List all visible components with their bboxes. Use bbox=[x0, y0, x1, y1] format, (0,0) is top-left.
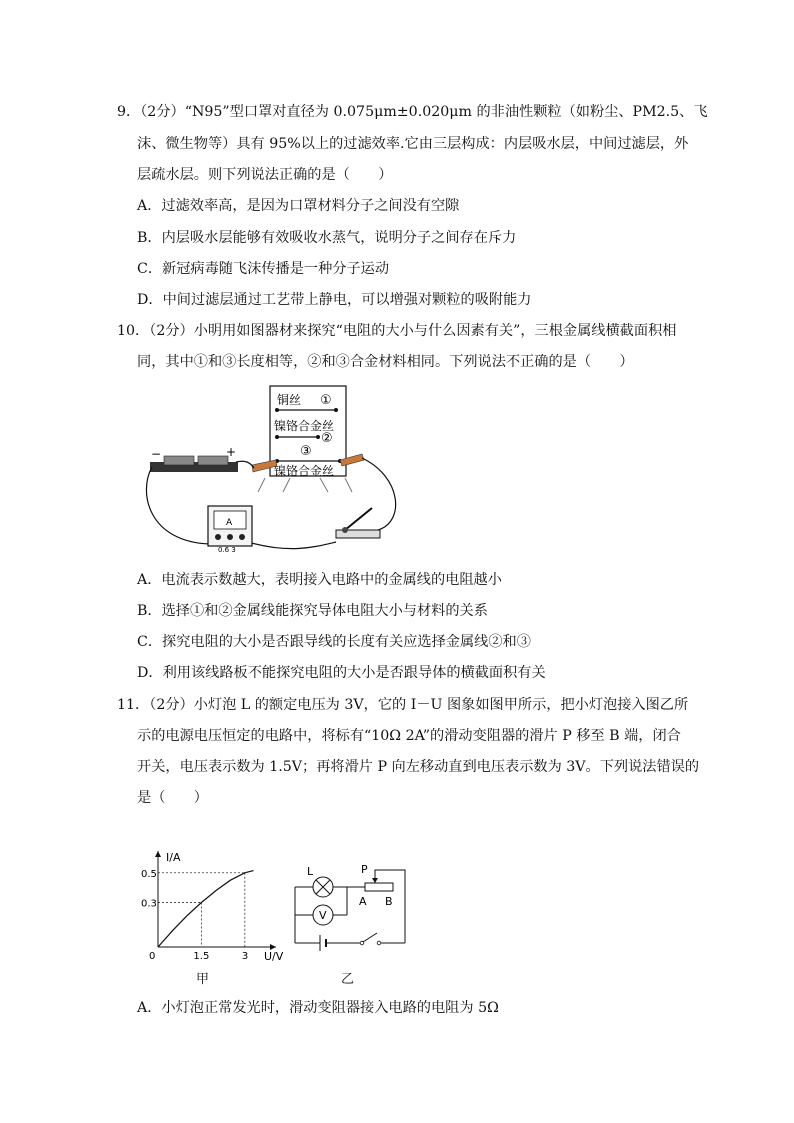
q10-option-a[interactable]: A．电流表示数越大，表明接入电路中的金属线的电阻越小 bbox=[137, 572, 502, 588]
lead-ammeter-to-switch bbox=[248, 542, 336, 549]
battery-plus: + bbox=[226, 445, 237, 459]
x-tick-label: 1.5 bbox=[193, 951, 210, 962]
q10-option-d[interactable]: D．利用该线路板不能探究电阻的大小是否跟导体的横截面积有关 bbox=[137, 665, 546, 681]
wire3-label: 镍铬合金丝 bbox=[274, 464, 335, 478]
y-axis-label: I/A bbox=[166, 851, 181, 864]
q10-option-b[interactable]: B．选择①和②金属线能探究导体电阻大小与材料的关系 bbox=[137, 603, 488, 619]
q11-stem-line-2: 示的电源电压恒定的电路中，将标有“10Ω 2A”的滑动变阻器的滑片 P 移至 B 端，闭合 bbox=[137, 728, 681, 744]
graph-caption: 甲 bbox=[196, 972, 210, 987]
q9-option-a[interactable]: A．过滤效率高，是因为口罩材料分子之间没有空隙 bbox=[137, 198, 460, 214]
q9-option-d[interactable]: D．中间过滤层通过工艺带上静电，可以增强对颗粒的吸附能力 bbox=[137, 292, 532, 308]
slider-label: P bbox=[361, 863, 368, 876]
q11-circuit-figure bbox=[285, 855, 415, 960]
battery-cell bbox=[164, 456, 194, 465]
circuit-caption: 乙 bbox=[341, 972, 355, 987]
y-axis-arrow bbox=[155, 851, 161, 857]
rheostat bbox=[365, 883, 393, 891]
iu-graph bbox=[140, 850, 285, 970]
battery-cell bbox=[198, 456, 228, 465]
ammeter-letter: A bbox=[226, 518, 233, 528]
q9-stem-line-3: 层疏水层。则下列说法正确的是（ ） bbox=[137, 167, 393, 183]
lamp-label: L bbox=[307, 865, 314, 878]
rheostat-end-a: A bbox=[359, 895, 367, 908]
lead-battery-to-board bbox=[236, 461, 254, 468]
q11-stem-line-3: 开关，电压表示数为 1.5V；再将滑片 P 向左移动直到电压表示数为 3V。下列说法错误的 bbox=[137, 759, 700, 775]
wire2-label: 镍铬合金丝 bbox=[274, 419, 335, 433]
q10-option-c[interactable]: C．探究电阻的大小是否跟导线的长度有关应选择金属线②和③ bbox=[137, 634, 531, 650]
lead-battery-to-ammeter bbox=[146, 467, 210, 544]
q11-option-a[interactable]: A．小灯泡正常发光时，滑动变阻器接入电路的电阻为 5Ω bbox=[137, 1000, 499, 1016]
ammeter-range: 0.6 3 bbox=[218, 546, 236, 554]
q9-stem-line-1: 9．（2分）“N95”型口罩对直径为 0.075μm±0.020μm 的非油性颗粒（如粉尘、PM2.5、飞 bbox=[117, 104, 708, 120]
switch-lever bbox=[345, 508, 372, 530]
q10-stem-line-2: 同，其中①和③长度相等，②和③合金材料相同。下列说法不正确的是（ ） bbox=[137, 354, 634, 370]
q9-stem-line-2: 沫、微生物等）具有 95%以上的过滤效率.它由三层构成：内层吸水层，中间过滤层，外 bbox=[137, 136, 689, 152]
q9-option-b[interactable]: B．内层吸水层能够有效吸收水蒸气，说明分子之间存在斥力 bbox=[137, 230, 517, 246]
y-tick-label: 0.3 bbox=[141, 898, 157, 910]
q11-stem-line-4: 是（ ） bbox=[137, 790, 208, 806]
battery-minus: − bbox=[151, 447, 162, 461]
rheostat-end-b: B bbox=[385, 895, 393, 908]
lead-board-to-switch bbox=[362, 458, 396, 530]
voltmeter-label: V bbox=[319, 909, 327, 922]
wire1-label: 铜丝 bbox=[277, 393, 302, 407]
switch-symbol bbox=[363, 933, 377, 942]
x-tick-label: 3 bbox=[241, 951, 249, 962]
q11-stem-line-1: 11．（2分）小灯泡 L 的额定电压为 3V，它的 I－U 图象如图甲所示，把小灯泡接入图乙所 bbox=[117, 697, 689, 713]
origin-label: 0 bbox=[149, 951, 156, 962]
right-clip bbox=[340, 454, 364, 466]
q9-option-c[interactable]: C．新冠病毒随飞沫传播是一种分子运动 bbox=[137, 261, 390, 277]
wire2-number: ② bbox=[321, 431, 333, 446]
q10-circuit-figure bbox=[140, 382, 410, 562]
wire3-number: ③ bbox=[300, 444, 312, 459]
wire1-number: ① bbox=[320, 393, 332, 408]
iu-curve-line bbox=[158, 871, 254, 947]
x-axis-label: U/V bbox=[264, 950, 284, 963]
q10-stem-line-1: 10．（2分）小明用如图器材来探究“电阻的大小与什么因素有关”，三根金属线横截面积相 bbox=[117, 323, 677, 339]
y-tick-label: 0.5 bbox=[141, 868, 157, 880]
